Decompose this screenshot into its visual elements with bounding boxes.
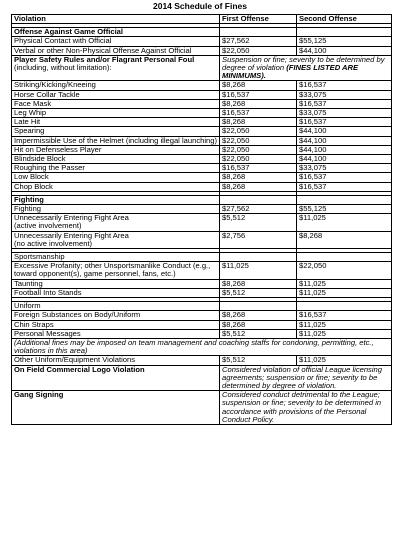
- table-row: [12, 155, 392, 164]
- section-heading-row: [12, 28, 392, 37]
- second-offense-fine: $55,125: [297, 205, 392, 214]
- section-heading: On Field Commercial Logo Violation: [12, 365, 220, 391]
- violation-name: Hit on Defenseless Player: [12, 145, 220, 154]
- first-offense-fine: $22,050: [220, 127, 297, 136]
- table-row: [12, 99, 392, 108]
- first-offense-fine: $16,537: [220, 90, 297, 99]
- section-heading: Sportsmanship: [12, 253, 220, 262]
- first-offense-fine: $16,537: [220, 164, 297, 173]
- second-offense-fine: $44,100: [297, 145, 392, 154]
- violation-name: Striking/Kicking/Kneeing: [12, 81, 220, 90]
- table-row: [12, 90, 392, 99]
- second-offense-fine: $16,537: [297, 311, 392, 320]
- violation-name: Fighting: [12, 205, 220, 214]
- document-title: 2014 Schedule of Fines: [152, 1, 247, 11]
- violation-name: Unnecessarily Entering Fight Area (no active involvement): [12, 231, 220, 248]
- section-note: Suspension or fine; severity to be determined by degree of violation (FINES LISTED ARE MINIMUMS).: [220, 55, 392, 81]
- section-heading: Offense Against Game Official: [12, 28, 220, 37]
- second-offense-fine: $16,537: [297, 118, 392, 127]
- section-heading-row: [12, 302, 392, 311]
- violation-name: Spearing: [12, 127, 220, 136]
- violation-name: Unnecessarily Entering Fight Area (active involvement): [12, 214, 220, 231]
- second-offense-fine: $11,025: [297, 279, 392, 288]
- second-offense-fine: $8,268: [297, 231, 392, 248]
- first-offense-fine: $8,268: [220, 279, 297, 288]
- second-offense-fine: $33,075: [297, 90, 392, 99]
- section-heading: Player Safety Rules and/or Flagrant Personal Foul (including, without limitation):: [12, 55, 220, 81]
- table-row: [12, 262, 392, 279]
- section-heading: Uniform: [12, 302, 220, 311]
- second-offense-fine: $22,050: [297, 262, 392, 279]
- table-row: [12, 118, 392, 127]
- violation-name: Foreign Substances on Body/Uniform: [12, 311, 220, 320]
- first-offense-fine: $5,512: [220, 214, 297, 231]
- first-offense-fine: $8,268: [220, 320, 297, 329]
- violation-name: Physical Contact with Official: [12, 37, 220, 46]
- violation-name: Leg Whip: [12, 109, 220, 118]
- violation-name: Horse Collar Tackle: [12, 90, 220, 99]
- violation-name: Taunting: [12, 279, 220, 288]
- second-offense-fine: $11,025: [297, 288, 392, 297]
- table-row: [12, 81, 392, 90]
- second-offense-fine: $44,100: [297, 136, 392, 145]
- section-note: Considered violation of official League licensing agreements; suspension or fine; severity to be determined by degree of violation.: [220, 365, 392, 391]
- section-heading-row: [12, 195, 392, 204]
- first-offense-fine: $2,756: [220, 231, 297, 248]
- second-offense-fine: $16,537: [297, 81, 392, 90]
- table-row: [12, 173, 392, 182]
- first-offense-fine: $22,050: [220, 155, 297, 164]
- second-offense-fine: $16,537: [297, 182, 392, 191]
- table-row: [12, 145, 392, 154]
- second-offense-fine: $33,075: [297, 164, 392, 173]
- first-offense-fine: $5,512: [220, 288, 297, 297]
- table-row: [12, 356, 392, 365]
- violation-name: Verbal or other Non-Physical Offense Against Official: [12, 46, 220, 55]
- second-offense-fine: $11,025: [297, 320, 392, 329]
- first-offense-fine: $8,268: [220, 81, 297, 90]
- second-offense-fine: $16,537: [297, 173, 392, 182]
- second-offense-fine: $44,100: [297, 155, 392, 164]
- second-offense-fine: $11,025: [297, 356, 392, 365]
- violation-name: Chin Straps: [12, 320, 220, 329]
- table-row: [12, 205, 392, 214]
- table-row: [12, 127, 392, 136]
- fines-table: [11, 14, 392, 425]
- first-offense-fine: $27,562: [220, 37, 297, 46]
- table-row: [12, 320, 392, 329]
- violation-name: Other Uniform/Equipment Violations: [12, 356, 220, 365]
- first-offense-fine: $8,268: [220, 118, 297, 127]
- violation-name: Chop Block: [12, 182, 220, 191]
- table-row: [12, 288, 392, 297]
- section-note: Considered conduct detrimental to the League; suspension or fine; severity to be determined in accordance with provisions of the Personal Conduct Policy.: [220, 391, 392, 425]
- header-violation: Violation: [12, 15, 220, 24]
- section-heading-row: [12, 365, 392, 391]
- table-row: [12, 214, 392, 231]
- uniform-note-row: [12, 338, 392, 355]
- violation-name: Face Mask: [12, 99, 220, 108]
- uniform-note: (Additional fines may be imposed on team management and coaching staffs for condoning, permitting, etc., violations in this area): [12, 338, 392, 355]
- first-offense-fine: $22,050: [220, 136, 297, 145]
- second-offense-fine: $11,025: [297, 214, 392, 231]
- section-heading-row: [12, 253, 392, 262]
- table-row: [12, 231, 392, 248]
- table-row: [12, 136, 392, 145]
- table-row: [12, 109, 392, 118]
- second-offense-fine: $33,075: [297, 109, 392, 118]
- first-offense-fine: $22,050: [220, 46, 297, 55]
- table-row: [12, 164, 392, 173]
- first-offense-fine: $8,268: [220, 182, 297, 191]
- section-heading-row: [12, 55, 392, 81]
- first-offense-fine: $8,268: [220, 311, 297, 320]
- header-second-offense: Second Offense: [297, 15, 392, 24]
- violation-name: Football Into Stands: [12, 288, 220, 297]
- first-offense-fine: $22,050: [220, 145, 297, 154]
- second-offense-fine: $55,125: [297, 37, 392, 46]
- violation-name: Low Block: [12, 173, 220, 182]
- first-offense-fine: $27,562: [220, 205, 297, 214]
- table-header-row: [12, 15, 392, 24]
- table-row: [12, 37, 392, 46]
- violation-name: Personal Messages: [12, 329, 220, 338]
- table-row: [12, 182, 392, 191]
- section-heading: Fighting: [12, 195, 220, 204]
- first-offense-fine: $5,512: [220, 356, 297, 365]
- violation-name: Roughing the Passer: [12, 164, 220, 173]
- table-row: [12, 311, 392, 320]
- second-offense-fine: $16,537: [297, 99, 392, 108]
- second-offense-fine: $44,100: [297, 46, 392, 55]
- violation-name: Late Hit: [12, 118, 220, 127]
- violation-name: Impermissible Use of the Helmet (including illegal launching): [12, 136, 220, 145]
- first-offense-fine: $16,537: [220, 109, 297, 118]
- first-offense-fine: $8,268: [220, 173, 297, 182]
- second-offense-fine: $44,100: [297, 127, 392, 136]
- first-offense-fine: $8,268: [220, 99, 297, 108]
- table-row: [12, 46, 392, 55]
- section-heading-row: [12, 391, 392, 425]
- table-row: [12, 279, 392, 288]
- section-heading: Gang Signing: [12, 391, 220, 425]
- first-offense-fine: $11,025: [220, 262, 297, 279]
- first-offense-fine: $5,512: [220, 329, 297, 338]
- table-row: [12, 329, 392, 338]
- violation-name: Blindside Block: [12, 155, 220, 164]
- violation-name: Excessive Profanity; other Unsportsmanlike Conduct (e.g., toward opponent(s), game personnel, fans, etc.): [12, 262, 220, 279]
- second-offense-fine: $11,025: [297, 329, 392, 338]
- header-first-offense: First Offense: [220, 15, 297, 24]
